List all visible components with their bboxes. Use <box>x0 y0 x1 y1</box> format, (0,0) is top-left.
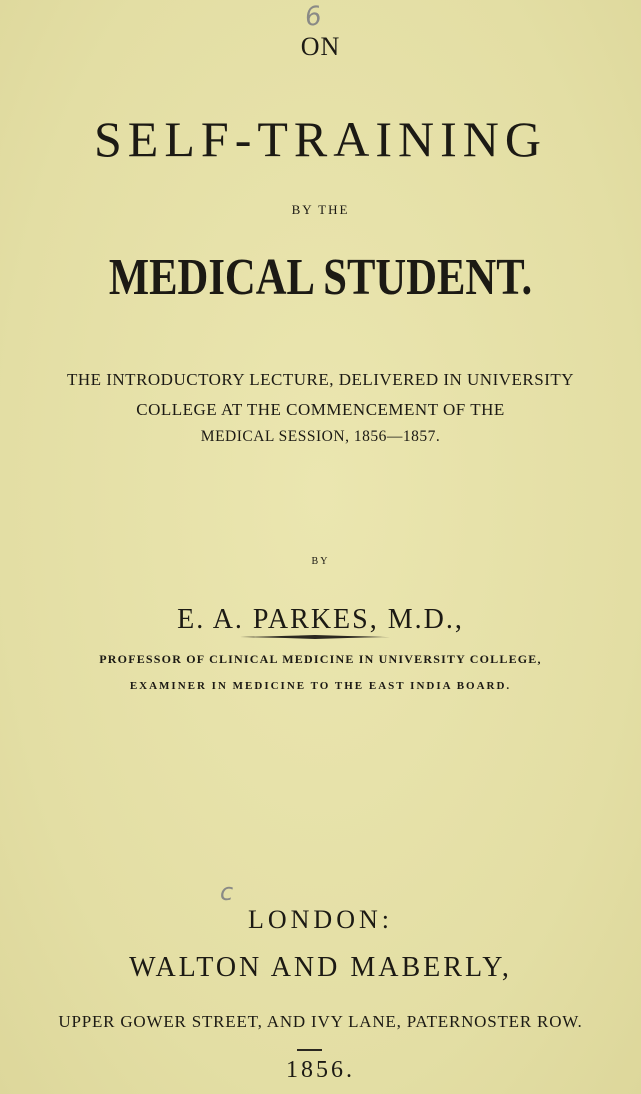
on-label: ON <box>300 32 341 61</box>
pencil-annotation-top: 6 <box>302 0 324 34</box>
book-title: SELF-TRAINING <box>94 111 547 167</box>
ornamental-rule <box>240 634 390 640</box>
by-label: BY <box>311 556 330 567</box>
author-name: E. A. PARKES, M.D., <box>177 604 464 635</box>
pencil-annotation-lower: c <box>220 878 234 906</box>
author-position-2: EXAMINER IN MEDICINE TO THE EAST INDIA BOARD. <box>129 680 512 692</box>
publisher-address: UPPER GOWER STREET, AND IVY LANE, PATERNOSTER ROW. <box>58 1012 583 1031</box>
book-subject: MEDICAL STUDENT. <box>108 249 533 306</box>
description-line-2: COLLEGE AT THE COMMENCEMENT OF THE <box>136 400 505 419</box>
author-position-1: PROFESSOR OF CLINICAL MEDICINE IN UNIVERSITY COLLEGE, <box>99 652 542 666</box>
by-the-label: BY THE <box>291 202 350 217</box>
description-line-3: MEDICAL SESSION, 1856—1857. <box>200 428 441 445</box>
publisher-name: WALTON AND MABERLY, <box>129 952 512 983</box>
publication-year: 1856. <box>286 1057 355 1083</box>
description-line-1: THE INTRODUCTORY LECTURE, DELIVERED IN UNIVERSITY <box>66 370 575 389</box>
imprint-place: LONDON: <box>248 905 393 934</box>
short-rule <box>297 1049 322 1051</box>
